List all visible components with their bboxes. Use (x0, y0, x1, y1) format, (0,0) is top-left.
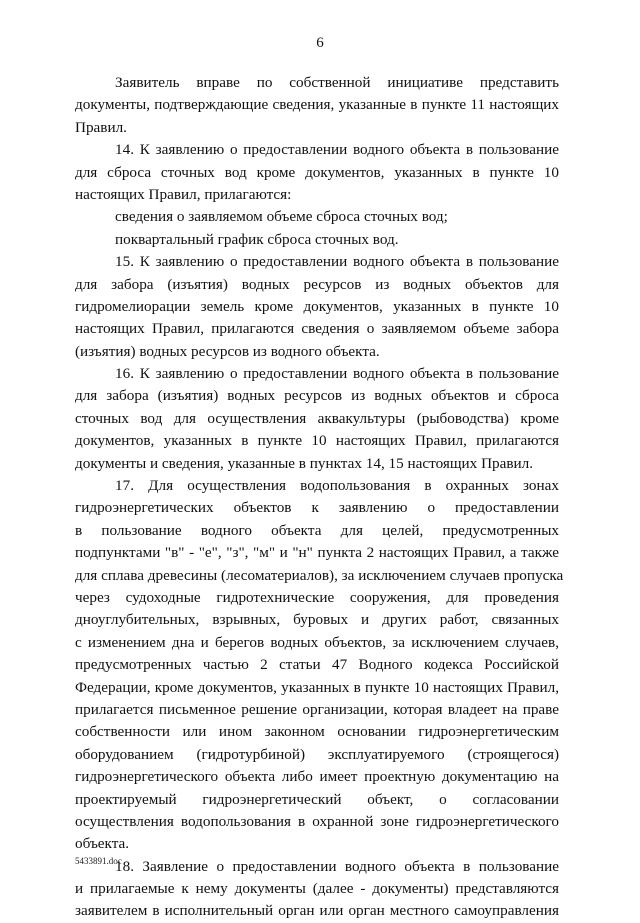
text-line: для забора (изъятия) водных ресурсов из водных объектов и сброса (75, 387, 559, 405)
text-line: гидромелиорации земель кроме документов, указанных в пункте 10 (75, 297, 559, 315)
text-line: документы и сведения, указанные в пунктах 14, 15 настоящих Правил. (75, 454, 534, 472)
text-line: для сплава древесины (лесоматериалов), за исключением случаев пропуска (75, 566, 564, 584)
text-line: предусмотренных частью 2 статьи 47 Водного кодекса Российской (75, 656, 559, 674)
text-line: настоящих Правил, прилагаются сведения о заявляемом объеме забора (75, 320, 559, 338)
text-line: 18. Заявление о предоставлении водного объекта в пользование (115, 857, 559, 875)
text-line: для сброса сточных вод кроме документов, указанных в пункте 10 (75, 163, 559, 181)
text-line: заявителем в исполнительный орган или орган местного самоуправления (75, 902, 559, 920)
text-line: прилагается письменное решение организации, которая владеет на праве (75, 700, 559, 718)
text-line: осуществления водопользования в охранной зоне гидроэнергетического (75, 812, 559, 830)
text-line: гидроэнергетических объектов к заявлению о предоставлении (75, 499, 559, 517)
text-line: сточных вод для осуществления аквакультуры (рыбоводства) кроме (75, 409, 559, 427)
text-line: для забора (изъятия) водных ресурсов из водных объектов для (75, 275, 559, 293)
text-line: поквартальный график сброса сточных вод. (115, 230, 399, 248)
text-line: подпунктами "в" - "е", "з", "м" и "н" пункта 2 настоящих Правил, а также (75, 544, 559, 562)
text-line: объекта. (75, 835, 130, 853)
text-line: Правил. (75, 118, 127, 136)
text-line: Федерации, кроме документов, указанных в пункте 10 настоящих Правил, (75, 678, 559, 696)
text-line: через судоходные гидротехнические сооружения, для проведения (75, 588, 559, 606)
text-line: документов, указанных в пункте 10 настоящих Правил, прилагаются (75, 432, 559, 450)
text-line: проектируемый гидроэнергетический объект, о согласовании (75, 790, 559, 808)
text-line: и прилагаемые к нему документы (далее - документы) представляются (75, 880, 559, 898)
text-line: (изъятия) водных ресурсов из водного объекта. (75, 342, 380, 360)
text-line: с изменением дна и берегов водных объектов, за исключением случаев, (75, 633, 559, 651)
text-line: 17. Для осуществления водопользования в охранных зонах (115, 477, 559, 495)
text-line: собственности или ином законном основании гидроэнергетическим (75, 723, 559, 741)
text-line: в пользование водного объекта для целей, предусмотренных (75, 521, 559, 539)
text-line: гидроэнергетического объекта либо имеет проектную документацию на (75, 768, 559, 786)
page-number: 6 (316, 35, 324, 51)
text-line: настоящих Правил, прилагаются: (75, 185, 292, 203)
document-file-id: 5433891.doc (75, 856, 122, 866)
text-line: Заявитель вправе по собственной инициативе представить (115, 74, 559, 91)
text-line: сведения о заявляемом объеме сброса сточных вод; (115, 208, 448, 226)
text-line: 16. К заявлению о предоставлении водного объекта в пользование (115, 365, 559, 383)
text-line: 15. К заявлению о предоставлении водного объекта в пользование (115, 253, 559, 271)
text-line: документы, подтверждающие сведения, указанные в пункте 11 настоящих (75, 96, 559, 114)
body-text (75, 72, 564, 923)
text-line: дноуглубительных, взрывных, буровых и других работ, связанных (75, 611, 559, 629)
text-line: оборудованием (гидротурбиной) эксплуатируемого (строящегося) (75, 745, 559, 763)
text-line: 14. К заявлению о предоставлении водного объекта в пользование (115, 141, 559, 159)
